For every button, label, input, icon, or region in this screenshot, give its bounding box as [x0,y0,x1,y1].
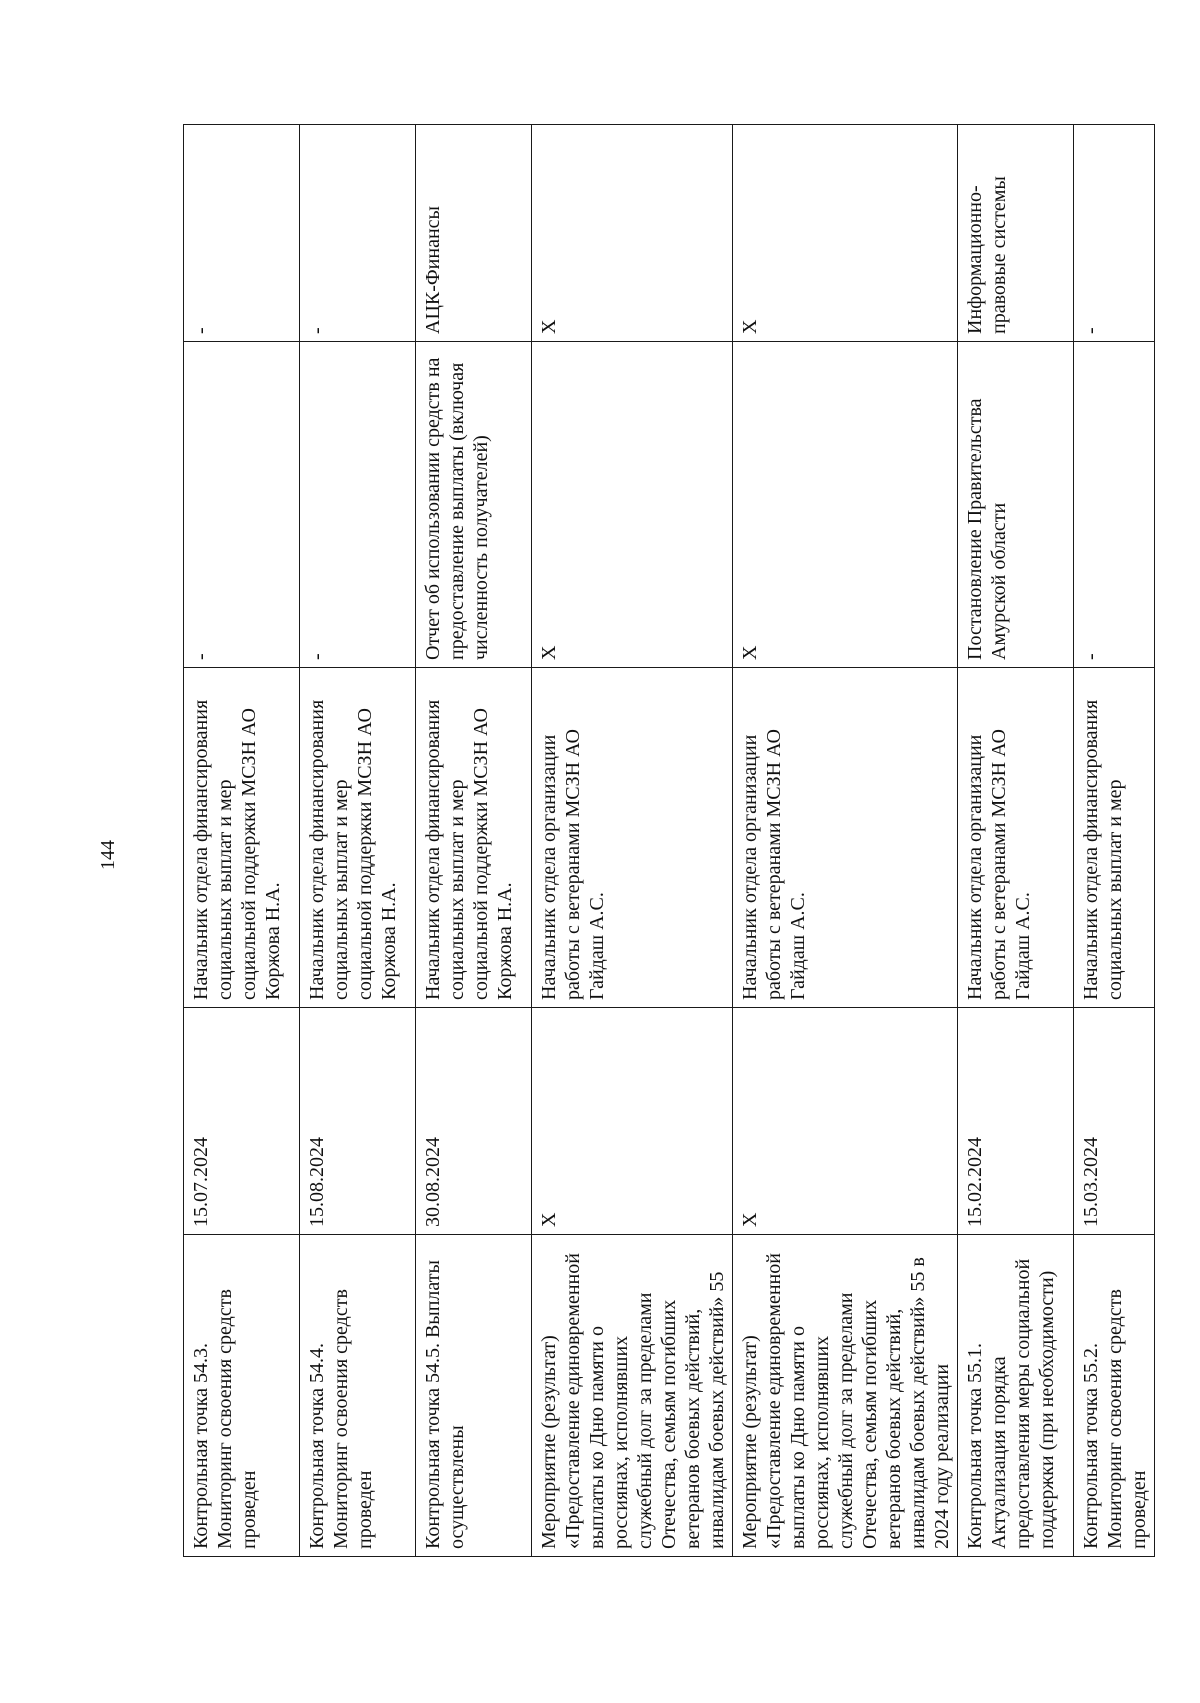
cell-document: - [300,342,416,668]
table-container [183,125,1150,1557]
table-row [733,125,958,1557]
cell-responsible: Начальник отдела финансирования социальных выплат и мер социальной поддержки МСЗН АО Коржова Н.А. [416,668,532,1008]
cell-system: АЦК-Финансы [416,125,532,342]
table-row [184,125,300,1557]
cell-name: Контрольная точка 54.4. Мониторинг освоения средств проведен [300,1235,416,1557]
cell-document: Постановление Правительства Амурской области [958,342,1074,668]
cell-document: - [1074,342,1155,668]
cell-document: Отчет об использовании средств на предоставление выплаты (включая численность получателей) [416,342,532,668]
cell-date: X [733,1008,958,1235]
cell-name: Контрольная точка 54.3. Мониторинг освоения средств проведен [184,1235,300,1557]
cell-date: 15.03.2024 [1074,1008,1155,1235]
cell-document: X [532,342,733,668]
cell-responsible: Начальник отдела финансирования социальных выплат и мер [1074,668,1155,1008]
cell-system: - [1074,125,1155,342]
cell-responsible: Начальник отдела организации работы с ветеранами МСЗН АО Гайдаш А.С. [958,668,1074,1008]
cell-name: Контрольная точка 54.5. Выплаты осуществлены [416,1235,532,1557]
page-number: 144 [97,840,119,870]
cell-system: - [300,125,416,342]
cell-name: Контрольная точка 55.1. Актуализация порядка предоставления меры социальной поддержки (при необходимости) [958,1235,1074,1557]
cell-responsible: Начальник отдела финансирования социальных выплат и мер социальной поддержки МСЗН АО Коржова Н.А. [184,668,300,1008]
table-row [300,125,416,1557]
cell-date: X [532,1008,733,1235]
cell-date: 15.08.2024 [300,1008,416,1235]
table-row [532,125,733,1557]
table-row [958,125,1074,1557]
control-points-table [183,124,1155,1557]
table-row [1074,125,1155,1557]
cell-name: Мероприятие (результат) «Предоставление единовременной выплаты ко Дню памяти о россиянах, исполнявших служебный долг за пределами Отечества, семьям погибших ветеранов боевых действий, инвалидам боевых действий» 55 в 2024 году реализации [733,1235,958,1557]
cell-document: - [184,342,300,668]
cell-system: X [733,125,958,342]
cell-responsible: Начальник отдела организации работы с ветеранами МСЗН АО Гайдаш А.С. [532,668,733,1008]
cell-system: - [184,125,300,342]
cell-date: 15.02.2024 [958,1008,1074,1235]
cell-system: Информационно-правовые системы [958,125,1074,342]
cell-name: Контрольная точка 55.2. Мониторинг освоения средств проведен [1074,1235,1155,1557]
cell-name: Мероприятие (результат) «Предоставление единовременной выплаты ко Дню памяти о россиянах, исполнявших служебный долг за пределами Отечества, семьям погибших ветеранов боевых действий, инвалидам боевых действий» 55 [532,1235,733,1557]
cell-date: 15.07.2024 [184,1008,300,1235]
table-row [416,125,532,1557]
cell-system: X [532,125,733,342]
cell-document: X [733,342,958,668]
cell-responsible: Начальник отдела организации работы с ветеранами МСЗН АО Гайдаш А.С. [733,668,958,1008]
cell-responsible: Начальник отдела финансирования социальных выплат и мер социальной поддержки МСЗН АО Коржова Н.А. [300,668,416,1008]
cell-date: 30.08.2024 [416,1008,532,1235]
